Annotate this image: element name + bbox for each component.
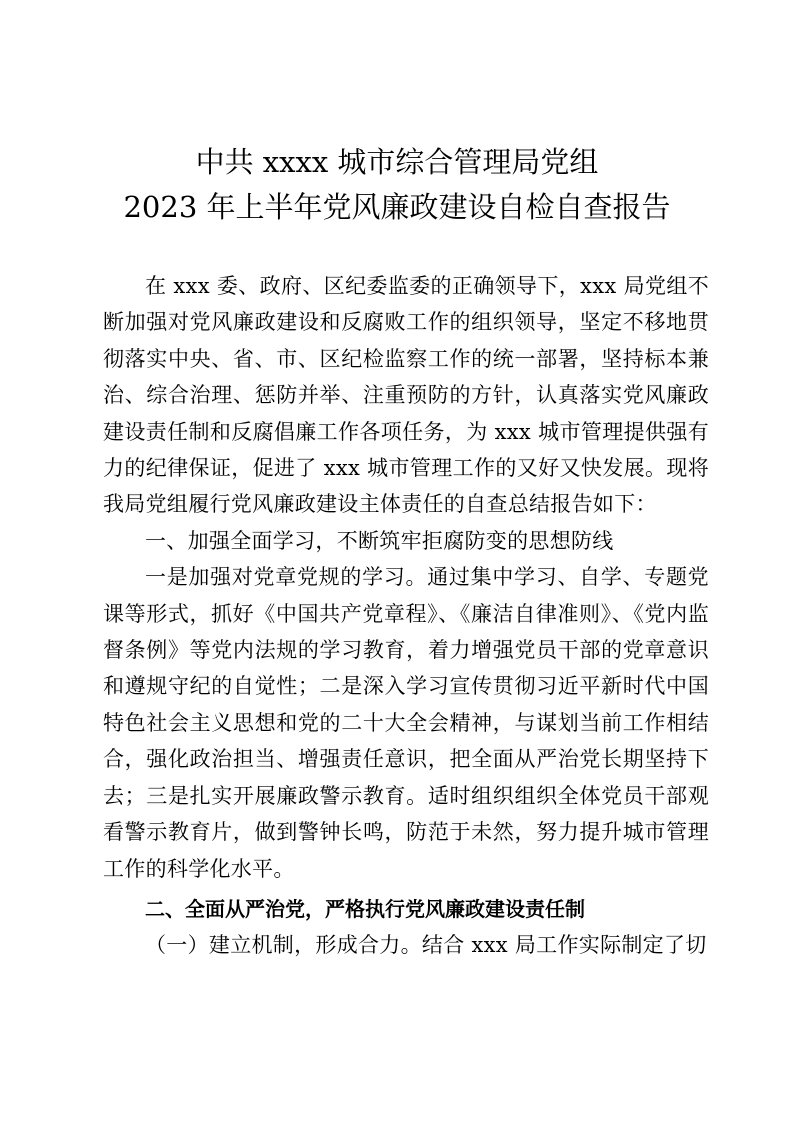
- section-heading-2: 二、全面从严治党，严格执行党风廉政建设责任制: [145, 896, 585, 921]
- section-heading-1: 一、加强全面学习，不断筑牢拒腐防变的思想防线: [145, 528, 614, 553]
- document-title-line1: 中共 xxxx 城市综合管理局党组: [195, 145, 599, 179]
- document-body: [103, 268, 709, 964]
- document-title-line2: 2023 年上半年党风廉政建设自检自查报告: [123, 190, 671, 224]
- subsection-1-paragraph: （一）建立机制，形成合力。结合 xxx 局工作实际制定了切: [145, 933, 707, 958]
- section-1-paragraph: 一是加强对党章党规的学习。通过集中学习、自学、专题党课等形式，抓好《中国共产党章程》、《廉洁自律准则》、《党内监督条例》等党内法规的学习教育，着力增强党员干部的党章意识和遵规守纪的自觉性；二是深入学习宣传贯彻习近平新时代中国特色社会主义思想和党的二十大全会精神，与谋划当前工作相结合，强化政治担当、增强责任意识，把全面从严治党长期坚持下去；三是扎实开展廉政警示教育。适时组织组织全体党员干部观看警示教育片，做到警钟长鸣，防范于未然，努力提升城市管理工作的科学化水平。: [103, 565, 709, 881]
- intro-paragraph: 在 xxx 委、政府、区纪委监委的正确领导下，xxx 局党组不断加强对党风廉政建设和反腐败工作的组织领导，坚定不移地贯彻落实中央、省、市、区纪检监察工作的统一部署，坚持标本兼治、综合治理、惩防并举、注重预防的方针，认真落实党风廉政建设责任制和反腐倡廉工作各项任务，为 xxx 城市管理提供强有力的纪律保证，促进了 xxx 城市管理工作的又好又快发展。现将我局党组履行党风廉政建设主体责任的自查总结报告如下：: [103, 274, 709, 517]
